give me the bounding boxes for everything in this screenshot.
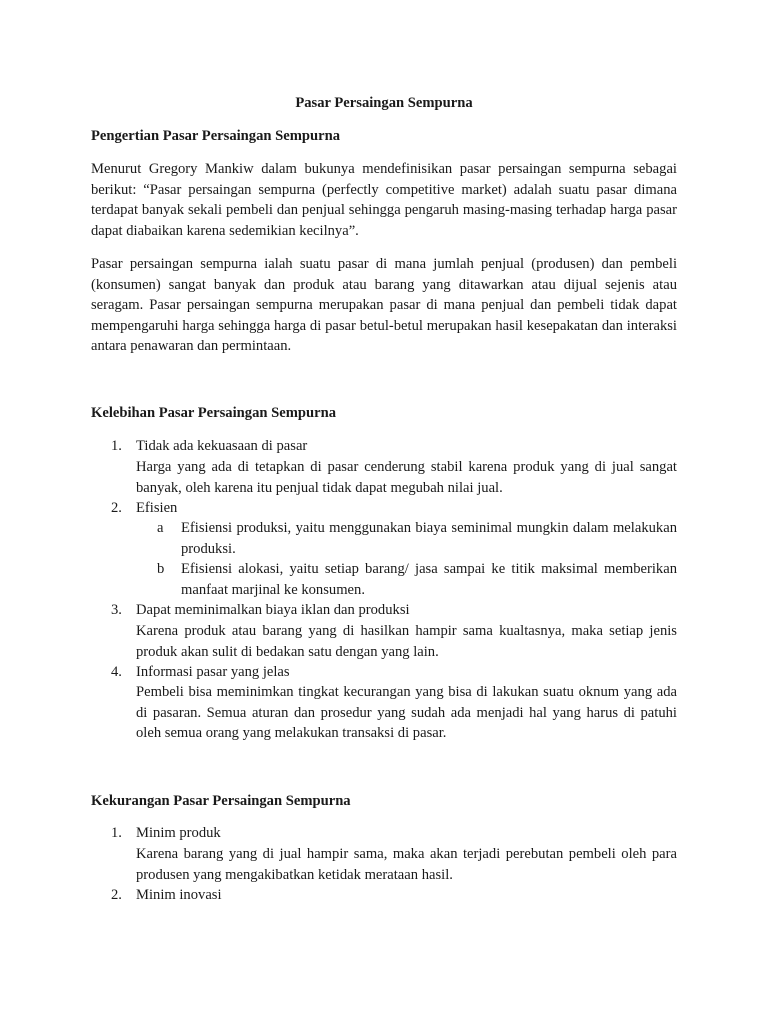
paragraph-definition-mankiw: Menurut Gregory Mankiw dalam bukunya mendefinisikan pasar persaingan sempurna sebagai berikut: “Pasar persaingan sempurna (perfectly competitive market) adalah suatu pasar dimana terdapat banyak sekali pembeli dan penjual sehingga pengaruh masing-masing terhadap harga pasar dapat diabaikan karena sedemikian kecilnya”. xyxy=(91,161,677,239)
list-item-number: 2. xyxy=(111,887,122,903)
list-item-number: 4. xyxy=(111,664,122,680)
section-heading-kelebihan: Kelebihan Pasar Persaingan Sempurna xyxy=(91,405,337,421)
list-item-title: Informasi pasar yang jelas xyxy=(136,664,290,680)
list-item-body: Pembeli bisa meminimkan tingkat kecurangan yang bisa di lakukan suatu oknum yang ada di pasaran. Semua aturan dan prosedur yang sudah ada menjadi hal yang harus di patuhi oleh semua orang yang melakukan transaksi di pasar. xyxy=(136,684,677,741)
list-item-number: 2. xyxy=(111,500,122,516)
sub-item-text: Efisiensi alokasi, yaitu setiap barang/ jasa sampai ke titik maksimal memberikan manfaat marjinal ke konsumen. xyxy=(181,561,677,598)
page-title: Pasar Persaingan Sempurna xyxy=(295,95,473,111)
list-item-title: Dapat meminimalkan biaya iklan dan produksi xyxy=(136,602,410,618)
list-item-title: Efisien xyxy=(136,500,178,516)
list-item-body: Karena barang yang di jual hampir sama, maka akan terjadi perebutan pembeli oleh para produsen yang mengakibatkan ketidak merataan hasil. xyxy=(136,846,677,883)
section-heading-pengertian: Pengertian Pasar Persaingan Sempurna xyxy=(91,128,341,144)
list-item-body: Harga yang ada di tetapkan di pasar cenderung stabil karena produk yang di jual sangat banyak, oleh karena itu penjual tidak dapat megubah nilai jual. xyxy=(136,459,677,496)
list-item-title: Minim inovasi xyxy=(136,887,222,903)
sub-item-text: Efisiensi produksi, yaitu menggunakan biaya seminimal mungkin dalam melakukan produksi. xyxy=(181,520,677,557)
sub-item-letter: a xyxy=(157,520,164,536)
list-item-title: Minim produk xyxy=(136,825,221,841)
list-item-number: 1. xyxy=(111,825,122,841)
section-heading-kekurangan: Kekurangan Pasar Persaingan Sempurna xyxy=(91,793,351,809)
sub-item-letter: b xyxy=(157,561,165,577)
paragraph-definition-general: Pasar persaingan sempurna ialah suatu pasar di mana jumlah penjual (produsen) dan pembeli (konsumen) sangat banyak dan produk atau barang yang ditawarkan atau dijual sejenis atau seragam. Pasar persaingan sempurna merupakan pasar di mana penjual dan pembeli tidak dapat mempengaruhi harga sehingga harga di pasar betul-betul merupakan hasil kesepakatan dan interaksi antara penawaran dan permintaan. xyxy=(91,256,677,354)
list-item-title: Tidak ada kekuasaan di pasar xyxy=(136,438,308,454)
list-item-number: 1. xyxy=(111,438,122,454)
list-item-body: Karena produk atau barang yang di hasilkan hampir sama kualtasnya, maka setiap jenis produk akan sulit di bedakan satu dengan yang lain. xyxy=(136,623,677,660)
list-item-number: 3. xyxy=(111,602,122,618)
